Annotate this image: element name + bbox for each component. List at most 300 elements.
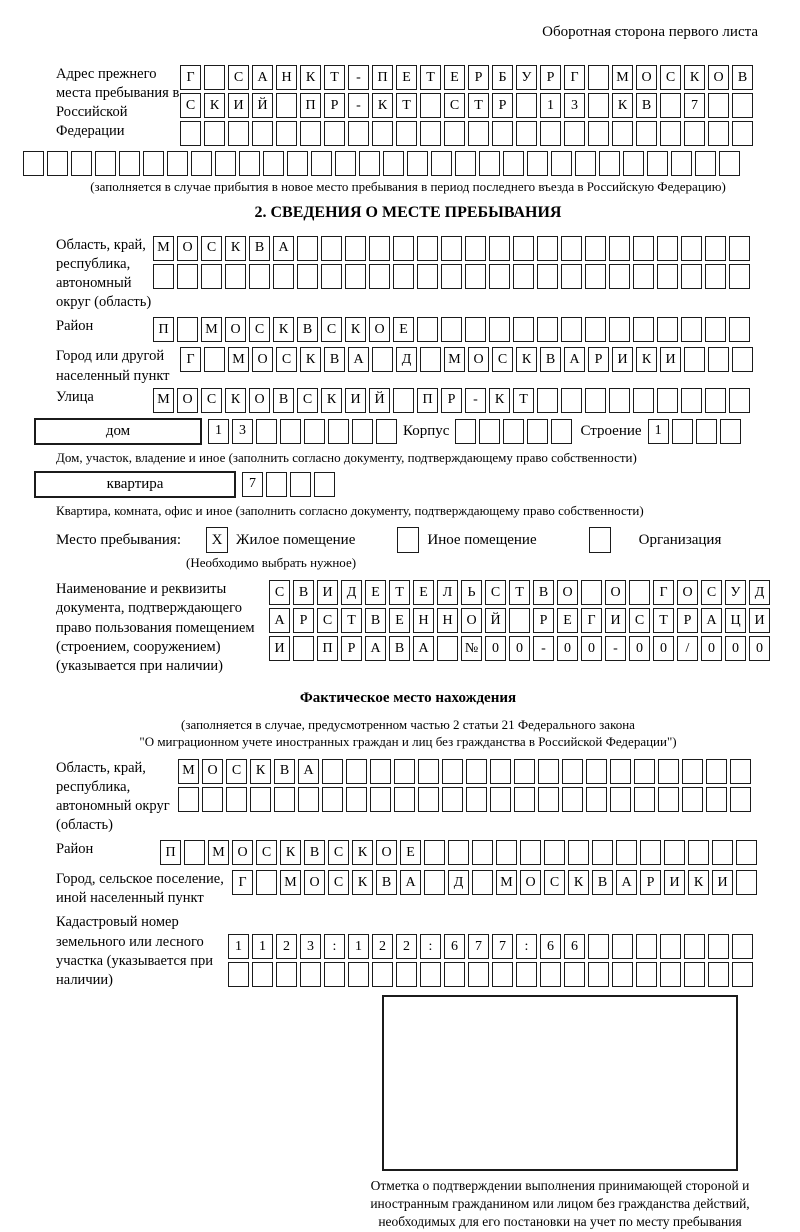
char-box[interactable] — [712, 840, 733, 865]
char-box[interactable] — [359, 151, 380, 176]
char-box[interactable] — [348, 121, 369, 146]
char-box[interactable] — [346, 787, 367, 812]
char-box[interactable] — [274, 787, 295, 812]
char-box[interactable]: И — [345, 388, 366, 413]
char-box[interactable]: : — [420, 934, 441, 959]
char-box[interactable]: К — [300, 65, 321, 90]
char-box[interactable] — [276, 962, 297, 987]
char-box[interactable] — [184, 840, 205, 865]
char-box[interactable] — [609, 388, 630, 413]
char-box[interactable]: У — [725, 580, 746, 605]
char-box[interactable]: Р — [341, 636, 362, 661]
char-box[interactable]: Р — [468, 65, 489, 90]
char-box[interactable] — [372, 962, 393, 987]
char-box[interactable] — [729, 317, 750, 342]
char-box[interactable] — [537, 236, 558, 261]
char-box[interactable] — [708, 121, 729, 146]
char-box[interactable] — [516, 962, 537, 987]
char-box[interactable]: С — [321, 317, 342, 342]
char-box[interactable] — [575, 151, 596, 176]
char-box[interactable] — [437, 636, 458, 661]
char-box[interactable] — [706, 787, 727, 812]
char-box[interactable] — [225, 264, 246, 289]
char-box[interactable]: Л — [437, 580, 458, 605]
char-box[interactable]: М — [153, 236, 174, 261]
char-box[interactable]: С — [328, 840, 349, 865]
char-box[interactable] — [468, 121, 489, 146]
char-box[interactable]: В — [389, 636, 410, 661]
char-box[interactable] — [681, 264, 702, 289]
char-box[interactable] — [636, 121, 657, 146]
char-box[interactable]: 7 — [242, 472, 263, 497]
char-box[interactable] — [394, 787, 415, 812]
char-box[interactable]: 0 — [725, 636, 746, 661]
char-box[interactable] — [719, 151, 740, 176]
char-box[interactable] — [249, 264, 270, 289]
char-box[interactable] — [612, 934, 633, 959]
char-box[interactable]: А — [564, 347, 585, 372]
char-box[interactable] — [23, 151, 44, 176]
char-box[interactable] — [314, 472, 335, 497]
char-box[interactable] — [589, 527, 611, 553]
char-box[interactable]: И — [664, 870, 685, 895]
char-box[interactable] — [514, 787, 535, 812]
char-box[interactable] — [489, 236, 510, 261]
char-box[interactable]: О — [202, 759, 223, 784]
char-box[interactable] — [215, 151, 236, 176]
char-box[interactable]: Д — [749, 580, 770, 605]
char-box[interactable]: А — [400, 870, 421, 895]
char-box[interactable]: Й — [252, 93, 273, 118]
char-box[interactable]: О — [520, 870, 541, 895]
char-box[interactable]: К — [684, 65, 705, 90]
char-box[interactable]: 7 — [492, 934, 513, 959]
char-box[interactable]: С — [660, 65, 681, 90]
char-box[interactable]: М — [612, 65, 633, 90]
char-box[interactable] — [490, 759, 511, 784]
char-box[interactable]: С — [485, 580, 506, 605]
char-box[interactable] — [276, 93, 297, 118]
char-box[interactable] — [417, 317, 438, 342]
char-box[interactable] — [47, 151, 68, 176]
char-box[interactable]: Е — [396, 65, 417, 90]
char-box[interactable] — [256, 870, 277, 895]
char-box[interactable]: О — [369, 317, 390, 342]
char-box[interactable] — [660, 93, 681, 118]
char-box[interactable] — [612, 962, 633, 987]
char-box[interactable]: Ц — [725, 608, 746, 633]
char-box[interactable]: А — [616, 870, 637, 895]
char-box[interactable] — [561, 236, 582, 261]
char-box[interactable]: И — [228, 93, 249, 118]
char-box[interactable]: В — [249, 236, 270, 261]
char-box[interactable]: 6 — [540, 934, 561, 959]
char-box[interactable]: С — [249, 317, 270, 342]
char-box[interactable]: М — [444, 347, 465, 372]
char-box[interactable] — [431, 151, 452, 176]
char-box[interactable] — [623, 151, 644, 176]
char-box[interactable] — [252, 121, 273, 146]
char-box[interactable] — [311, 151, 332, 176]
char-box[interactable] — [178, 787, 199, 812]
char-box[interactable]: Ь — [461, 580, 482, 605]
char-box[interactable]: - — [533, 636, 554, 661]
char-box[interactable]: А — [252, 65, 273, 90]
char-box[interactable]: О — [252, 347, 273, 372]
char-box[interactable] — [250, 787, 271, 812]
char-box[interactable] — [444, 962, 465, 987]
char-box[interactable]: К — [516, 347, 537, 372]
char-box[interactable] — [472, 870, 493, 895]
char-box[interactable]: Т — [389, 580, 410, 605]
char-box[interactable]: К — [225, 388, 246, 413]
char-box[interactable]: С — [328, 870, 349, 895]
char-box[interactable] — [167, 151, 188, 176]
char-box[interactable]: Й — [485, 608, 506, 633]
char-box[interactable] — [417, 236, 438, 261]
char-box[interactable]: И — [660, 347, 681, 372]
char-box[interactable] — [383, 151, 404, 176]
char-box[interactable]: 0 — [557, 636, 578, 661]
char-box[interactable] — [420, 121, 441, 146]
char-box[interactable]: О — [468, 347, 489, 372]
char-box[interactable] — [562, 759, 583, 784]
char-box[interactable]: 0 — [581, 636, 602, 661]
char-box[interactable]: / — [677, 636, 698, 661]
char-box[interactable] — [610, 787, 631, 812]
char-box[interactable] — [660, 962, 681, 987]
char-box[interactable] — [514, 759, 535, 784]
char-box[interactable] — [629, 580, 650, 605]
char-box[interactable] — [441, 264, 462, 289]
char-box[interactable]: Т — [509, 580, 530, 605]
char-box[interactable] — [708, 934, 729, 959]
char-box[interactable] — [564, 962, 585, 987]
char-box[interactable]: Т — [341, 608, 362, 633]
char-box[interactable]: О — [557, 580, 578, 605]
char-box[interactable] — [335, 151, 356, 176]
char-box[interactable] — [143, 151, 164, 176]
char-box[interactable] — [420, 962, 441, 987]
char-box[interactable] — [681, 388, 702, 413]
char-box[interactable] — [732, 934, 753, 959]
char-box[interactable] — [720, 419, 741, 444]
char-box[interactable] — [407, 151, 428, 176]
char-box[interactable] — [348, 962, 369, 987]
char-box[interactable] — [370, 787, 391, 812]
char-box[interactable] — [527, 151, 548, 176]
char-box[interactable]: Г — [180, 347, 201, 372]
char-box[interactable] — [345, 236, 366, 261]
char-box[interactable]: И — [712, 870, 733, 895]
char-box[interactable] — [441, 236, 462, 261]
char-box[interactable]: С — [629, 608, 650, 633]
char-box[interactable]: О — [232, 840, 253, 865]
char-box[interactable]: К — [273, 317, 294, 342]
char-box[interactable]: 0 — [485, 636, 506, 661]
char-box[interactable] — [273, 264, 294, 289]
char-box[interactable]: О — [636, 65, 657, 90]
char-box[interactable]: В — [376, 870, 397, 895]
char-box[interactable]: Р — [677, 608, 698, 633]
char-box[interactable] — [664, 840, 685, 865]
char-box[interactable] — [95, 151, 116, 176]
char-box[interactable] — [372, 121, 393, 146]
char-box[interactable]: 1 — [208, 419, 229, 444]
char-box[interactable]: Г — [581, 608, 602, 633]
char-box[interactable] — [585, 236, 606, 261]
char-box[interactable] — [634, 787, 655, 812]
char-box[interactable]: К — [489, 388, 510, 413]
char-box[interactable] — [538, 759, 559, 784]
char-box[interactable]: С — [701, 580, 722, 605]
char-box[interactable] — [520, 840, 541, 865]
char-box[interactable] — [527, 419, 548, 444]
char-box[interactable] — [657, 317, 678, 342]
char-box[interactable]: 2 — [372, 934, 393, 959]
char-box[interactable] — [372, 347, 393, 372]
char-box[interactable]: М — [201, 317, 222, 342]
char-box[interactable]: Е — [400, 840, 421, 865]
char-box[interactable]: О — [461, 608, 482, 633]
char-box[interactable] — [393, 264, 414, 289]
char-box[interactable] — [657, 236, 678, 261]
char-box[interactable] — [191, 151, 212, 176]
char-box[interactable]: 1 — [540, 93, 561, 118]
char-box[interactable] — [581, 580, 602, 605]
char-box[interactable] — [369, 264, 390, 289]
char-box[interactable] — [239, 151, 260, 176]
char-box[interactable] — [290, 472, 311, 497]
char-box[interactable] — [538, 787, 559, 812]
char-box[interactable] — [681, 317, 702, 342]
char-box[interactable] — [513, 317, 534, 342]
char-box[interactable] — [588, 962, 609, 987]
char-box[interactable] — [564, 121, 585, 146]
char-box[interactable]: : — [516, 934, 537, 959]
char-box[interactable] — [397, 527, 419, 553]
char-box[interactable] — [503, 419, 524, 444]
char-box[interactable]: 2 — [396, 934, 417, 959]
char-box[interactable]: Т — [653, 608, 674, 633]
char-box[interactable] — [479, 151, 500, 176]
char-box[interactable]: Т — [396, 93, 417, 118]
char-box[interactable] — [442, 759, 463, 784]
char-box[interactable] — [609, 264, 630, 289]
char-box[interactable] — [706, 759, 727, 784]
char-box[interactable] — [647, 151, 668, 176]
char-box[interactable]: Т — [324, 65, 345, 90]
char-box[interactable]: В — [732, 65, 753, 90]
char-box[interactable]: С — [444, 93, 465, 118]
char-box[interactable] — [263, 151, 284, 176]
char-box[interactable] — [228, 121, 249, 146]
char-box[interactable] — [585, 317, 606, 342]
char-box[interactable] — [177, 264, 198, 289]
char-box[interactable] — [616, 840, 637, 865]
char-box[interactable] — [634, 759, 655, 784]
char-box[interactable]: Е — [444, 65, 465, 90]
char-box[interactable] — [732, 962, 753, 987]
char-box[interactable]: К — [636, 347, 657, 372]
char-box[interactable] — [633, 236, 654, 261]
char-box[interactable] — [370, 759, 391, 784]
char-box[interactable]: В — [636, 93, 657, 118]
char-box[interactable]: С — [317, 608, 338, 633]
char-box[interactable]: К — [300, 347, 321, 372]
char-box[interactable]: Р — [533, 608, 554, 633]
char-box[interactable] — [394, 759, 415, 784]
char-box[interactable] — [300, 121, 321, 146]
char-box[interactable] — [537, 388, 558, 413]
char-box[interactable]: И — [317, 580, 338, 605]
char-box[interactable]: Р — [640, 870, 661, 895]
char-box[interactable]: Е — [389, 608, 410, 633]
char-box[interactable] — [177, 317, 198, 342]
char-box[interactable] — [658, 787, 679, 812]
char-box[interactable]: О — [249, 388, 270, 413]
char-box[interactable]: П — [153, 317, 174, 342]
char-box[interactable] — [561, 388, 582, 413]
char-box[interactable]: М — [178, 759, 199, 784]
char-box[interactable]: 1 — [252, 934, 273, 959]
char-box[interactable]: 0 — [509, 636, 530, 661]
char-box[interactable]: 1 — [648, 419, 669, 444]
char-box[interactable] — [705, 388, 726, 413]
char-box[interactable] — [588, 934, 609, 959]
char-box[interactable]: 0 — [629, 636, 650, 661]
char-box[interactable]: Г — [564, 65, 585, 90]
char-box[interactable] — [537, 264, 558, 289]
char-box[interactable]: П — [417, 388, 438, 413]
char-box[interactable]: Т — [513, 388, 534, 413]
char-box[interactable] — [684, 121, 705, 146]
char-box[interactable] — [418, 759, 439, 784]
char-box[interactable]: Р — [540, 65, 561, 90]
char-box[interactable]: 6 — [444, 934, 465, 959]
char-box[interactable]: О — [708, 65, 729, 90]
char-box[interactable]: Н — [276, 65, 297, 90]
char-box[interactable]: 0 — [749, 636, 770, 661]
char-box[interactable]: Т — [420, 65, 441, 90]
char-box[interactable]: К — [568, 870, 589, 895]
char-box[interactable] — [684, 962, 705, 987]
char-box[interactable]: 3 — [300, 934, 321, 959]
char-box[interactable] — [396, 121, 417, 146]
char-box[interactable] — [730, 787, 751, 812]
char-box[interactable]: К — [372, 93, 393, 118]
char-box[interactable] — [328, 419, 349, 444]
char-box[interactable] — [636, 962, 657, 987]
char-box[interactable]: : — [324, 934, 345, 959]
char-box[interactable] — [633, 264, 654, 289]
char-box[interactable] — [442, 787, 463, 812]
char-box[interactable] — [671, 151, 692, 176]
char-box[interactable]: О — [177, 388, 198, 413]
char-box[interactable] — [256, 419, 277, 444]
char-box[interactable] — [513, 236, 534, 261]
char-box[interactable] — [468, 962, 489, 987]
char-box[interactable]: С — [256, 840, 277, 865]
char-box[interactable] — [610, 759, 631, 784]
char-box[interactable]: В — [365, 608, 386, 633]
char-box[interactable] — [153, 264, 174, 289]
char-box[interactable]: С — [180, 93, 201, 118]
char-box[interactable] — [705, 264, 726, 289]
char-box[interactable]: И — [605, 608, 626, 633]
char-box[interactable]: Д — [396, 347, 417, 372]
char-box[interactable]: К — [204, 93, 225, 118]
char-box[interactable]: 7 — [468, 934, 489, 959]
char-box[interactable] — [298, 787, 319, 812]
char-box[interactable]: И — [612, 347, 633, 372]
char-box[interactable] — [418, 787, 439, 812]
char-box[interactable]: Е — [365, 580, 386, 605]
char-box[interactable]: И — [269, 636, 290, 661]
char-box[interactable]: С — [544, 870, 565, 895]
char-box[interactable]: В — [274, 759, 295, 784]
char-box[interactable] — [729, 388, 750, 413]
char-box[interactable] — [516, 93, 537, 118]
char-box[interactable] — [708, 93, 729, 118]
char-box[interactable]: В — [324, 347, 345, 372]
char-box[interactable] — [420, 347, 441, 372]
char-box[interactable]: Р — [492, 93, 513, 118]
char-box[interactable]: О — [177, 236, 198, 261]
char-box[interactable] — [424, 840, 445, 865]
char-box[interactable] — [376, 419, 397, 444]
char-box[interactable] — [287, 151, 308, 176]
char-box[interactable] — [551, 419, 572, 444]
char-box[interactable]: Р — [588, 347, 609, 372]
char-box[interactable] — [441, 317, 462, 342]
char-box[interactable] — [633, 317, 654, 342]
char-box[interactable] — [588, 93, 609, 118]
char-box[interactable] — [424, 870, 445, 895]
char-box[interactable] — [201, 264, 222, 289]
char-box[interactable] — [513, 264, 534, 289]
char-box[interactable]: О — [605, 580, 626, 605]
char-box[interactable] — [599, 151, 620, 176]
char-box[interactable] — [585, 388, 606, 413]
char-box[interactable] — [729, 264, 750, 289]
char-box[interactable] — [681, 236, 702, 261]
char-box[interactable]: Р — [441, 388, 462, 413]
char-box[interactable]: О — [225, 317, 246, 342]
char-box[interactable] — [708, 347, 729, 372]
char-box[interactable] — [636, 934, 657, 959]
char-box[interactable] — [393, 388, 414, 413]
char-box[interactable]: Г — [180, 65, 201, 90]
char-box[interactable] — [561, 264, 582, 289]
char-box[interactable] — [660, 121, 681, 146]
char-box[interactable]: Т — [468, 93, 489, 118]
char-box[interactable]: Д — [341, 580, 362, 605]
char-box[interactable]: 3 — [564, 93, 585, 118]
char-box[interactable]: В — [533, 580, 554, 605]
char-box[interactable] — [444, 121, 465, 146]
char-box[interactable]: - — [605, 636, 626, 661]
char-box[interactable] — [586, 787, 607, 812]
char-box[interactable]: К — [612, 93, 633, 118]
char-box[interactable] — [322, 787, 343, 812]
char-box[interactable] — [204, 347, 225, 372]
char-box[interactable]: 1 — [348, 934, 369, 959]
char-box[interactable] — [252, 962, 273, 987]
char-box[interactable] — [732, 93, 753, 118]
char-box[interactable] — [730, 759, 751, 784]
char-box[interactable]: С — [226, 759, 247, 784]
